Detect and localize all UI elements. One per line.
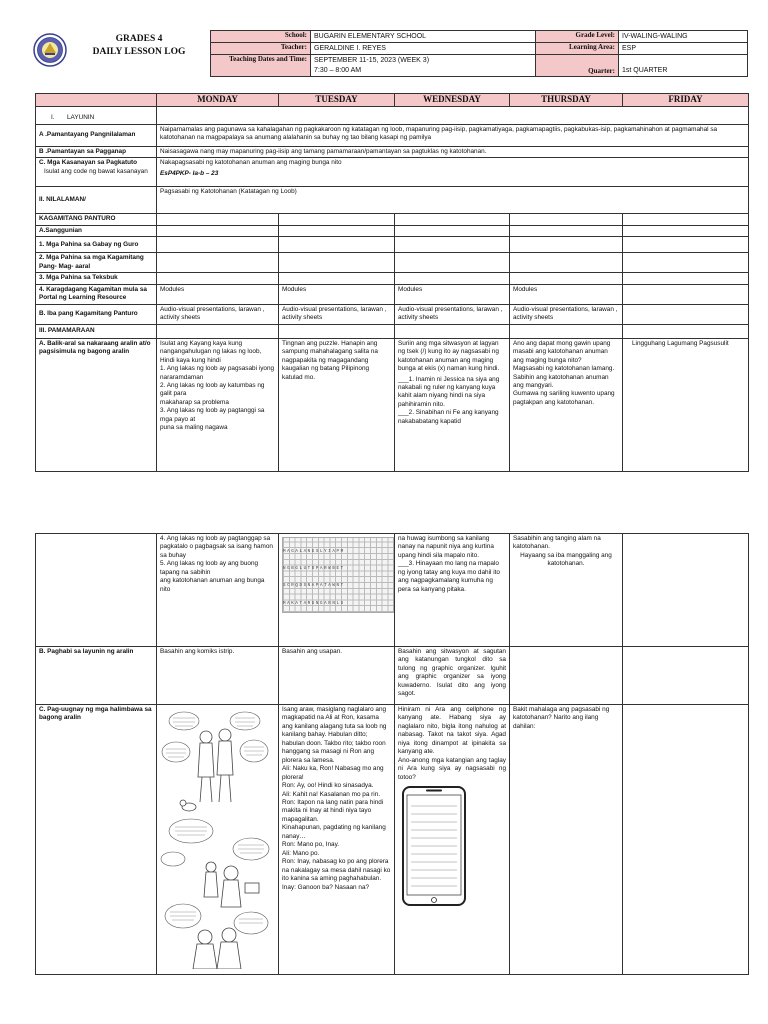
sanggunian-label: A.Sanggunian [36, 225, 157, 236]
teksbuk-label: 3. Mga Pahina sa Teksbuk [36, 273, 157, 284]
empty [157, 273, 279, 284]
cellphone-graphic-organizer [402, 786, 466, 906]
puzzle-row: MAKATARUNGANNLS [283, 601, 345, 606]
school-label: School: [211, 31, 311, 43]
empty [623, 534, 749, 647]
layunin-text: I. LAYUNIN [51, 114, 95, 122]
balik-fri [623, 338, 749, 471]
av-mon: Audio-visual presentations, larawan , activity sheets [157, 304, 279, 324]
balik-aral-label: A. Balik-aral sa nakaraang aralin at/o pagsisimula ng bagong aralin [36, 338, 157, 471]
day-friday: FRIDAY [623, 94, 749, 107]
empty [395, 214, 510, 225]
empty [279, 237, 395, 253]
empty [395, 253, 510, 273]
balik-wed [395, 338, 510, 471]
balik-mon-line: Isulat ang Kayang kaya kung nangangahulugan ng lakas ng loob, Hindi kaya kung hindi [160, 339, 262, 364]
uugnay-tue-line: Isang araw, masiglang naglalaro ang magkapatid na Ali at Ron, kasama ang kanilang alagang tuta sa loob ng kanilang bahay. Habulan ditto; habulan doon. Takbo rito; takbo roon hanggang sa masagi ni Ron ang plorera sa lamesa. [282, 706, 387, 764]
balik-mon-line: 4. Ang lakas ng loob ay pagtanggap sa pagkatalo o pagbagsak sa isang hamon sa buhay [160, 535, 273, 559]
gabay-guro-label: 1. Mga Pahina sa Gabay ng Guro [36, 237, 157, 253]
uugnay-tue-line: Ron: Itapon na lang natin para hindi makita ni Inay at hindi niya tayo mapagalitan. [282, 798, 384, 823]
empty [623, 237, 749, 253]
pangnilalaman-text: Naipamamalas ang pagunawa sa kahalagahan ng pagkakaroon ng katatagan ng loob, mapanuring pag-iisip, pagkamatiyaga, pagkamapagtiis, pagkabukas-isip, pagkamahinahon at pagmamahal sa katotohanan na magpapalaya sa anumang alalahanin sa buhay ng tao bilang kasapi ng pamilya [157, 124, 749, 146]
empty [623, 705, 749, 975]
balik-thu-line: Sasabihin ang tanging alam na katotohanan. [513, 535, 601, 551]
empty [395, 225, 510, 236]
balik-mon-line: puna sa maling nagawa [160, 424, 228, 432]
empty [279, 225, 395, 236]
log-title [72, 33, 206, 59]
uugnay-wed-line: Ano-anong mga katangian ang taglay ni Ara kung siya ay nagsasabi ng totoo? [398, 756, 506, 781]
iba-kagamitan-label: B. Iba pang Kagamitang Panturo [36, 304, 157, 324]
empty [623, 324, 749, 338]
uugnay-tue [279, 705, 395, 975]
empty [157, 237, 279, 253]
modules-tue: Modules [279, 284, 395, 304]
empty [623, 225, 749, 236]
teacher-value: GERALDINE I. REYES [311, 43, 536, 55]
layunin-label [36, 106, 157, 124]
uugnay-tue-line: Inay: Ganoon ba? Nasaan na? [282, 883, 370, 891]
empty [279, 253, 395, 273]
lesson-table-page2 [35, 533, 749, 975]
paghabi-tue: Basahin ang usapan. [279, 647, 395, 705]
lesson-table-page1 [35, 93, 749, 472]
uugnay-tue-line: Kinahapunan, pagdating ng kanilang nanay… [282, 824, 386, 840]
balik-fri-text: Lingguhang Lagumang Pagsusulit [632, 339, 729, 347]
time-value: 7:30 – 8:00 AM [314, 66, 362, 74]
kasanayan-title: C. Mga Kasanayan sa Pagkatuto [39, 159, 138, 167]
quarter-value: 1st QUARTER [619, 55, 748, 77]
empty [395, 237, 510, 253]
av-wed: Audio-visual presentations, larawan , activity sheets [395, 304, 510, 324]
quarter-label: Quarter: [536, 55, 619, 77]
modules-thu: Modules [510, 284, 623, 304]
deped-logo [33, 33, 67, 67]
uugnay-thu: Bakit mahalaga ang pagsasabi ng katotohanan? Narito ang ilang dahilan: [510, 705, 623, 975]
pag-uugnay-label: C. Pag-uugnay ng mga halimbawa sa bagong aralin [36, 705, 157, 975]
balik-wed-line: ___2. Sinabihan ni Fe ang kanyang nakababatang kapatid [398, 409, 499, 425]
empty [279, 273, 395, 284]
uugnay-tue-line: Ron: Inay, nabasag ko po ang plorera na nakalagay sa mesa dahil nasagi ko ito kanina sa aming paghahabulan. [282, 858, 391, 883]
kasanayan-label [36, 158, 157, 187]
balik-thu-line: Sabihin ang katotohanan anuman ang mangyari. [513, 373, 609, 389]
balik-wed-line: ___1. Inamin ni Jessica na siya ang nakabali ng ruler ng kanyang kuya kahit alam niyang hindi na siya pahihiramin nito. [398, 375, 500, 408]
corner-cell [36, 94, 157, 107]
balik-wed-line: na huwag isumbong sa kanilang nanay na napunit niya ang kurtina upang hindi sila mapalo nito. [398, 535, 494, 559]
paghabi-mon: Basahin ang komiks istrip. [157, 647, 279, 705]
modules-mon: Modules [157, 284, 279, 304]
kasanayan-code: EsP4PKP- Ia-b – 23 [160, 169, 219, 177]
uugnay-tue-line: Ron: Ay, oo! Hindi ko sinasadya. [282, 782, 374, 790]
kasanayan-text: Nakapagsasabi ng katotohanan anuman ang maging bunga nito [160, 159, 342, 167]
empty [510, 324, 623, 338]
empty [510, 647, 623, 705]
balik-mon-cont [157, 534, 279, 647]
header-table [210, 30, 748, 77]
comic-strip-cell [157, 705, 279, 975]
balik-thu-line: Magsasabi ng katotohanan lamang. [513, 365, 615, 373]
empty [157, 214, 279, 225]
pamamaraan-label: III. PAMAMARAAN [36, 324, 157, 338]
balik-thu-line: Hayaang sa iba manggaling ang katotohanan. [520, 551, 612, 568]
balik-mon-line: ang katotohanan anuman ang bunga nito [160, 577, 265, 593]
balik-mon-line: 1. Ang lakas ng loob ay pagsasabi iyong nararamdaman [160, 365, 275, 381]
nilalaman-text: Pagsasabi ng Katotohanan (Katatagan ng Loob) [157, 187, 749, 214]
empty [279, 214, 395, 225]
empty [623, 284, 749, 304]
empty [623, 647, 749, 705]
uugnay-tue-line: Ali: Mano po. [282, 849, 320, 857]
paghabi-wed: Basahin ang sitwasyon at sagutan ang katanungan tungkol dito sa tulong ng graphic organizer. Iguhit ang graphic organizer sa iyong kuwaderno. Isulat dito ang iyong sagot. [395, 647, 510, 705]
empty [157, 253, 279, 273]
puzzle-cell [279, 534, 395, 647]
balik-thu-line: Ano ang dapat mong gawin upang masabi ang katotohanan anuman ang maging bunga nito? [513, 339, 611, 364]
kasanayan-content [157, 158, 749, 187]
nilalaman-label: II. NILALAMAN/ [36, 187, 157, 214]
puzzle-row: SCRQDSNAPATAWNT [283, 584, 345, 589]
empty [510, 237, 623, 253]
day-wednesday: WEDNESDAY [395, 94, 510, 107]
day-monday: MONDAY [157, 94, 279, 107]
empty [510, 225, 623, 236]
empty [623, 253, 749, 273]
balik-mon-line: 5. Ang lakas ng loob ay ang buong tapang na sabihin [160, 560, 259, 576]
day-tuesday: TUESDAY [279, 94, 395, 107]
pagganap-label: B .Pamantayan sa Pagganap [36, 146, 157, 157]
balik-thu-cont [510, 534, 623, 647]
balik-mon-line: 2. Ang lakas ng loob ay katumbas ng galit para [160, 381, 265, 398]
empty [510, 273, 623, 284]
dates-label: Teaching Dates and Time: [211, 55, 311, 77]
balik-wed-cont [395, 534, 510, 647]
title-grade: GRADES 4 [115, 34, 163, 44]
learning-resource-label: 4. Karagdagang Kagamitan mula sa Portal ng Learning Resource [36, 284, 157, 304]
layunin-content [157, 106, 749, 124]
pagganap-text: Naisasagawa nang may mapanuring pag-iisip ang tamang pamamaraan/pamantayan sa pagtuklas ng katotohanan. [157, 146, 749, 157]
paghabi-label: B. Paghabi sa layunin ng aralin [36, 647, 157, 705]
balik-wed-line: ___3. Hinayaan mo lang na mapalo ng iyong tatay ang kuya mo dahil ito ang nagpagkamalang kumuha ng pera sa kanyang pitaka. [398, 560, 500, 593]
uugnay-tue-line: Ron: Mano po, Inay. [282, 841, 340, 849]
uugnay-tue-line: Ali: Kahit na! Kasalanan mo pa rin. [282, 790, 381, 798]
kasanayan-sub: Isulat ang code ng bawat kasanayan [44, 167, 148, 175]
empty [623, 273, 749, 284]
school-value: BUGARIN ELEMENTARY SCHOOL [311, 31, 536, 43]
dates-cell [311, 55, 536, 77]
uugnay-tue-line: Ali: Naku ka, Ron! Nabasag mo ang plorera! [282, 765, 384, 781]
continued-label [36, 534, 157, 647]
puzzle-row: NGBGLUTOPARWBET [283, 566, 345, 571]
av-thu: Audio-visual presentations, larawan , activity sheets [510, 304, 623, 324]
grade-label: Grade Level: [536, 31, 619, 43]
comic-strip-illustration [159, 707, 274, 969]
empty [510, 253, 623, 273]
kagamitan-label: KAGAMITANG PANTURO [36, 214, 157, 225]
kagamitang-magaaral-label: 2. Mga Pahina sa mga Kagamitang Pang- Mag- aaral [36, 253, 157, 273]
teacher-label: Teacher: [211, 43, 311, 55]
dates-value: SEPTEMBER 11-15, 2023 (WEEK 3) [314, 57, 430, 65]
balik-mon-line: makaharap sa problema [160, 398, 229, 406]
pangnilalaman-label: A .Pamantayang Pangnilalaman [36, 124, 157, 146]
modules-wed: Modules [395, 284, 510, 304]
word-search-puzzle [282, 537, 394, 613]
uugnay-wed [395, 705, 510, 975]
uugnay-wed-line: Hiniram ni Ara ang cellphone ng kanyang ate. Habang siya ay naglalaro nito, bigla itong nahulog at nabasag. Takot na takot siya. Agad niya itong dinampot at ipinakita sa kanyang ate. [398, 706, 506, 756]
puzzle-row: MAGALANGSLYIAPM [283, 549, 345, 554]
empty [157, 324, 279, 338]
empty [510, 214, 623, 225]
area-value: ESP [619, 43, 748, 55]
balik-mon [157, 338, 279, 471]
empty [395, 324, 510, 338]
balik-thu-line: Gumawa ng sariling kuwento upang pagtakpan ang katotohanan. [513, 390, 615, 406]
grade-value: IV-WALING-WALING [619, 31, 748, 43]
balik-thu [510, 338, 623, 471]
area-label: Learning Area: [536, 43, 619, 55]
balik-tue: Tingnan ang puzzle. Hanapin ang sampung mahahalagang salita na nagpapakita ng magagandang kaugalian ng batang Pilipinong katulad mo. [279, 338, 395, 471]
empty [623, 214, 749, 225]
balik-mon-line: 3. Ang lakas ng loob ay pagtanggi sa mga payo at [160, 407, 265, 423]
title-log: DAILY LESSON LOG [92, 46, 186, 57]
day-thursday: THURSDAY [510, 94, 623, 107]
empty [395, 273, 510, 284]
av-tue: Audio-visual presentations, larawan , activity sheets [279, 304, 395, 324]
empty [279, 324, 395, 338]
balik-wed-line: Suriin ang mga sitwasyon at lagyan ng tsek (/) kung ito ay nagsasabi ng katotohanan anuman ang maging bunga at ekis (x) naman kung hindi. [398, 339, 500, 373]
empty [157, 225, 279, 236]
empty [623, 304, 749, 324]
